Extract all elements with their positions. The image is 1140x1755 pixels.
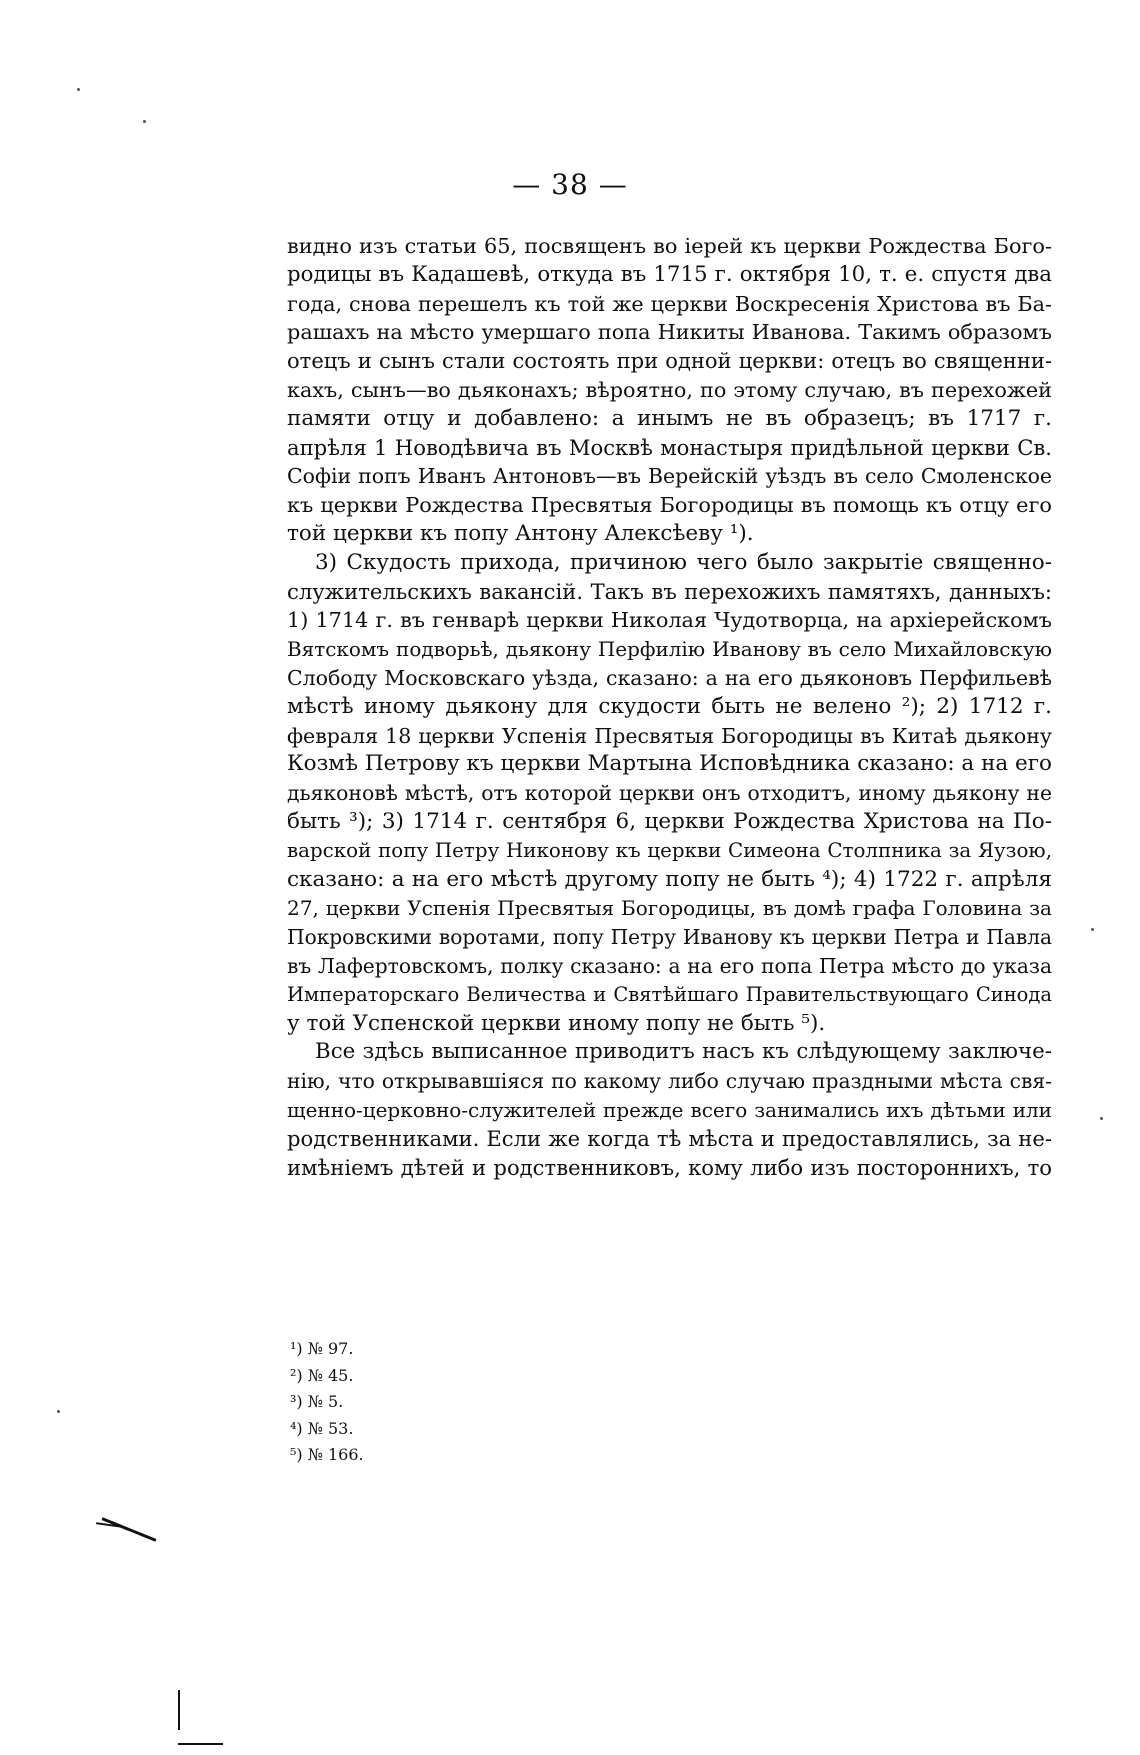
footnote: ²) № 45. [290,1365,354,1385]
text-line: 3) Скудость прихода, причиною чего было закрытіе священно- [315,549,1052,575]
text-line: у той Успенской церкви иному попу не быть ⁵). [287,1010,826,1036]
page-number: — 38 — [512,168,628,201]
text-line: апрѣля 1 Новодѣвича въ Москвѣ монастыря придѣльной церкви Св. [287,434,1052,460]
text-line: 27, церкви Успенія Пресвятыя Богородицы, въ домѣ графа Головина за [287,896,1052,921]
scan-speck [1100,1117,1103,1120]
text-line: родственниками. Если же когда тѣ мѣста и предоставлялись, за не- [287,1125,1052,1151]
scan-artifact-edge [178,1690,180,1730]
text-line: отецъ и сынъ стали состоять при одной церкви: отецъ во священни- [287,348,1052,374]
text-line: Слободу Московскаго уѣзда, сказано: а на его дьяконовъ Перфильевѣ [287,665,1052,690]
text-line: сказано: а на его мѣстѣ другому попу не быть ⁴); 4) 1722 г. апрѣля [287,866,1052,892]
text-line: Все здѣсь выписанное приводитъ насъ къ слѣдующему заключе- [315,1039,1052,1065]
text-line: февраля 18 церкви Успенія Пресвятыя Богородицы въ Китаѣ дьякону [287,723,1052,748]
footnote: ⁵) № 166. [290,1445,364,1464]
text-line: 1) 1714 г. въ генварѣ церкви Николая Чудотворца, на архіерейскомъ [287,608,1052,633]
text-line: кахъ, сынъ—во дьяконахъ; вѣроятно, по этому случаю, въ перехожей [287,377,1052,402]
text-line: Софіи попъ Иванъ Антоновъ—въ Верейскій уѣздъ въ село Смоленское [287,464,1052,489]
text-line: Покровскими воротами, попу Петру Иванову къ церкви Петра и Павла [287,925,1052,950]
text-line: родицы въ Кадашевѣ, откуда въ 1715 г. октября 10, т. е. спустя два [287,261,1052,287]
text-line: имѣніемъ дѣтей и родственниковъ, кому либо изъ постороннихъ, то [287,1154,1052,1180]
text-line: варской попу Петру Никонову къ церкви Симеона Столпника за Яузою, [287,838,1052,862]
text-line: Императорскаго Величества и Святѣйшаго Правительствующаго Синода [287,982,1052,1006]
text-line: мѣстѣ иному дьякону для скудости быть не велено ²); 2) 1712 г. [287,693,1052,719]
paragraph-1 [287,232,1052,549]
body-text [287,232,1052,1182]
footnote: ⁴) № 53. [290,1418,354,1438]
scan-artifact-edge [178,1743,223,1745]
scan-speck [1091,928,1094,931]
footnotes [290,1336,364,1469]
footnote: ¹) № 97. [290,1339,354,1358]
text-line: видно изъ статьи 65, посвященъ во іерей къ церкви Рождества Бого- [287,234,1052,258]
text-line: памяти отцу и добавлено: а инымъ не въ образецъ; въ 1717 г. [287,405,1052,431]
text-line: къ церкви Рождества Пресвятыя Богородицы въ помощь къ отцу его [287,493,1052,518]
paragraph-3 [287,1038,1052,1182]
text-line: Козмѣ Петрову къ церкви Мартына Исповѣдника сказано: а на его [287,751,1052,777]
text-line: рашахъ на мѣсто умершаго попа Никиты Иванова. Такимъ образомъ [287,320,1052,345]
text-line: служительскихъ вакансій. Такъ въ перехожихъ памятяхъ, данныхъ: [287,578,1052,604]
text-line: быть ³); 3) 1714 г. сентября 6, церкви Рождества Христова на По- [287,808,1052,834]
scan-artifact-stroke [102,1517,157,1542]
text-line: Вятскомъ подворьѣ, дьякону Перфилію Иванову въ село Михайловскую [287,637,1052,662]
text-line: щенно-церковно-служителей прежде всего занимались ихъ дѣтьми или [287,1097,1052,1122]
paragraph-2 [287,549,1052,1039]
scan-speck [57,1410,60,1413]
scan-speck [143,120,146,123]
text-line: нію, что открывавшіяся по какому либо случаю праздными мѣста свя- [287,1069,1052,1094]
scan-speck [77,88,80,91]
text-line: дьяконовѣ мѣстѣ, отъ которой церкви онъ отходитъ, иному дьякону не [287,781,1052,806]
text-line: въ Лафертовскомъ, полку сказано: а на его попа Петра мѣсто до указа [287,953,1052,978]
text-line: той церкви къ попу Антону Алексѣеву ¹). [287,520,754,546]
footnote: ³) № 5. [290,1392,344,1411]
text-line: года, снова перешелъ къ той же церкви Воскресенія Христова въ Ба- [287,291,1052,316]
